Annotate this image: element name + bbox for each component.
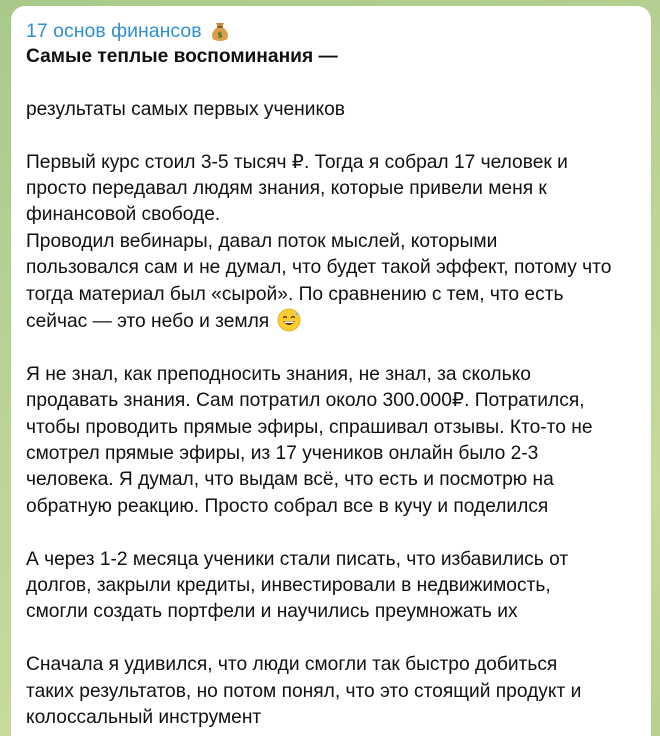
text-line: колоссальный инструмент: [26, 707, 262, 729]
text-line: А через 1-2 месяца ученики стали писать, что избавились от: [26, 548, 569, 570]
grinning-sweat-emoji-icon: [277, 308, 301, 332]
message-text: [26, 44, 637, 731]
text-line: Проводил вебинары, давал поток мыслей, которыми: [26, 230, 498, 252]
svg-text:$: $: [216, 30, 223, 40]
paragraph-2: [26, 362, 637, 520]
text-line: обратную реакцию. Просто собрал все в кучу и поделился: [26, 495, 549, 517]
text-line: тогда материал был «сырой». По сравнению с тем, что есть: [26, 283, 564, 305]
text-line: таких результатов, но потом понял, что это стоящий продукт и: [26, 680, 582, 702]
text-line: Я не знал, как преподносить знания, не знал, за сколько: [26, 363, 531, 385]
text-line: долгов, закрыли кредиты, инвестировали в недвижимость,: [26, 575, 551, 597]
message-subtitle: результаты самых первых учеников: [26, 98, 345, 120]
text-line: сейчас — это небо и земля: [26, 311, 270, 333]
message-bubble: [11, 6, 651, 736]
text-line: продавать знания. Сам потратил около 300.000₽. Потратился,: [26, 390, 585, 412]
text-line-with-emoji: [26, 308, 637, 335]
text-line: смотрел прямые эфиры, из 17 учеников онлайн было 2-3: [26, 443, 539, 465]
text-line: чтобы проводить прямые эфиры, спрашивал отзывы. Кто-то не: [26, 416, 593, 438]
money-bag-icon: [210, 20, 230, 42]
paragraph-1: [26, 150, 637, 336]
text-line: финансовой свободе.: [26, 204, 221, 226]
text-line: Сначала я удивился, что люди смогли так быстро добиться: [26, 654, 558, 676]
text-line: человека. Я думал, что выдам всё, что есть и посмотрю на: [26, 469, 554, 491]
text-line: пользовался сам и не думал, что будет такой эффект, потому что: [26, 257, 612, 279]
text-line: Первый курс стоил 3-5 тысяч ₽. Тогда я собрал 17 человек и: [26, 151, 568, 173]
text-line: смогли создать портфели и научились преумножать их: [26, 601, 518, 623]
message-title: Самые теплые воспоминания —: [26, 46, 338, 67]
channel-name-link[interactable]: [26, 18, 637, 44]
text-line: просто передавал людям знания, которые привели меня к: [26, 178, 547, 199]
paragraph-3: [26, 547, 637, 626]
channel-name[interactable]: 17 основ финансов: [26, 20, 202, 42]
paragraph-4: [26, 652, 637, 731]
